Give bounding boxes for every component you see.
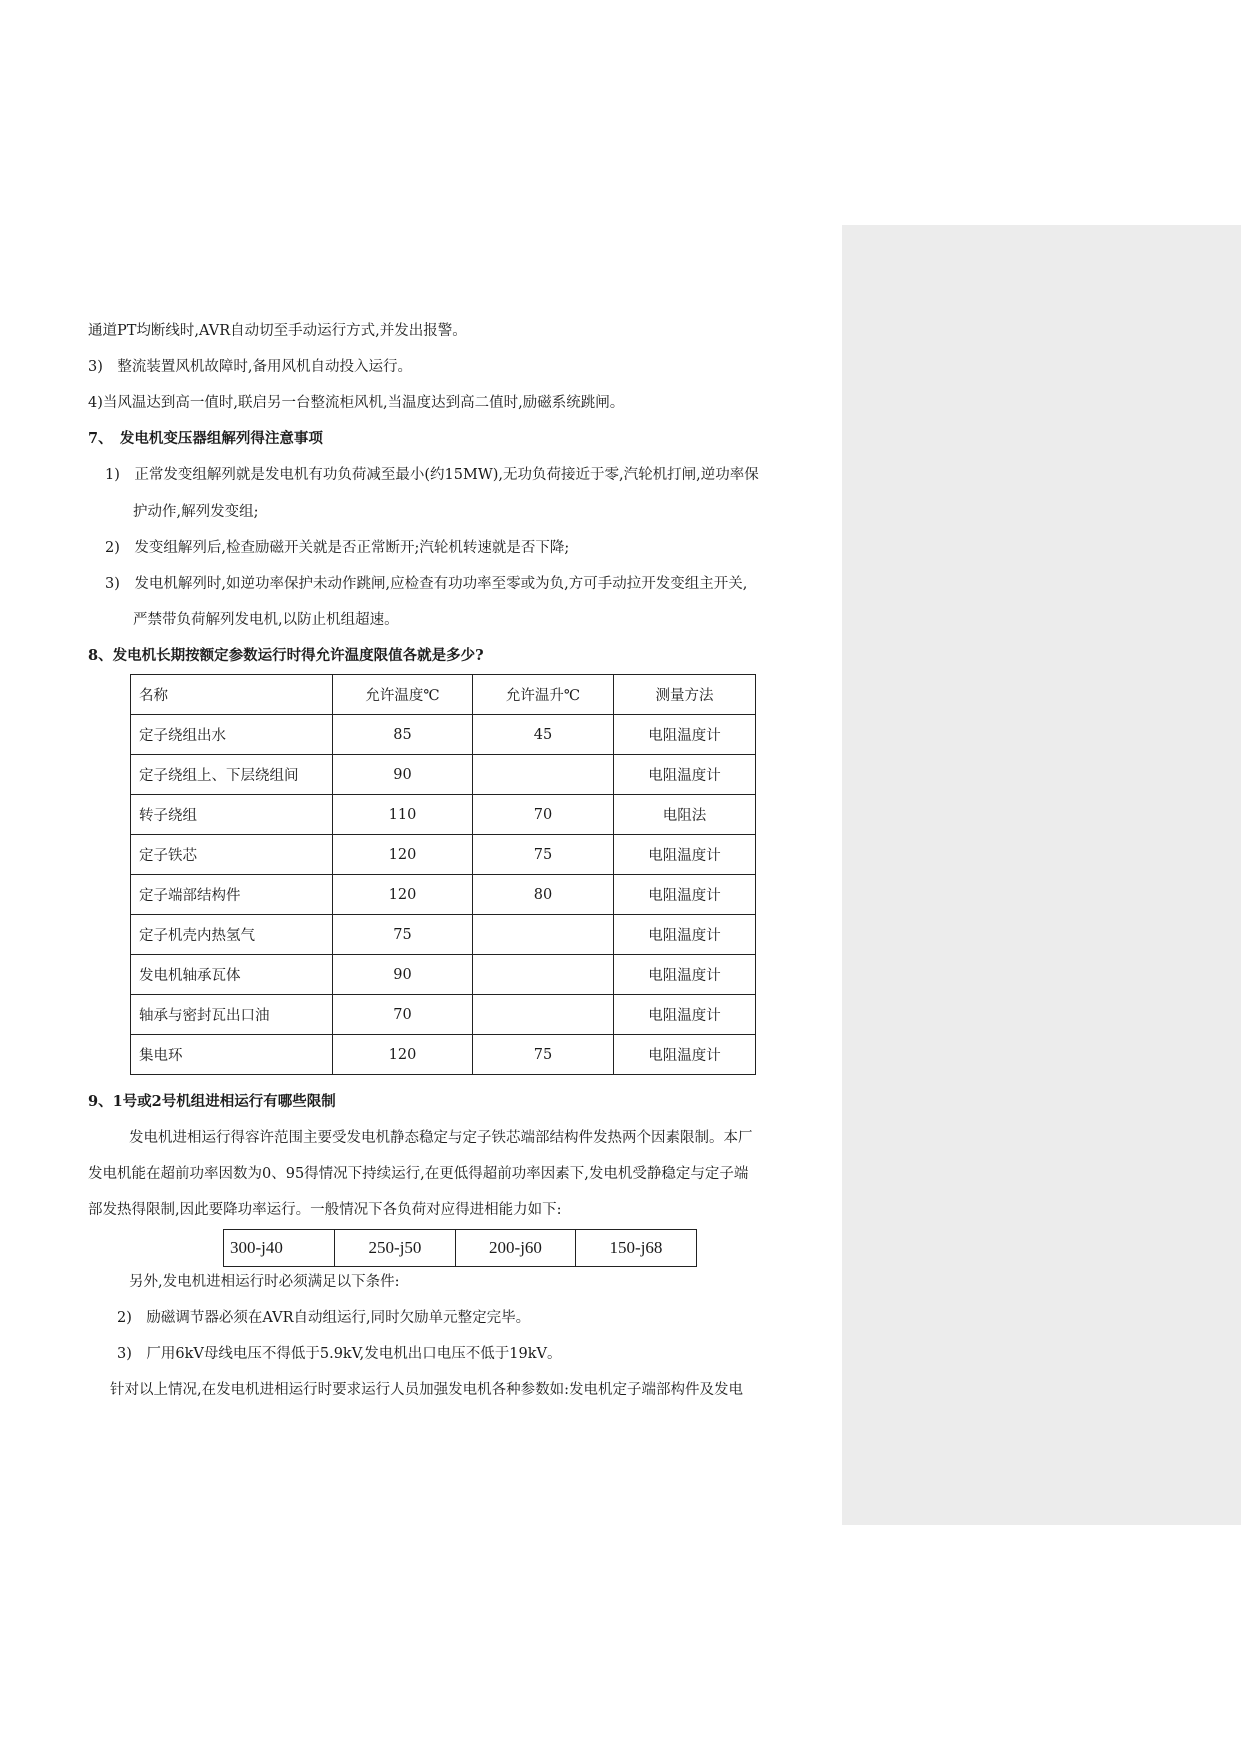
list-item: 4)当风温达到高一值时,联启另一台整流柜风机,当温度达到高二值时,励磁系统跳闸。 xyxy=(88,395,625,411)
table-cell: 75 xyxy=(473,835,614,875)
temperature-limit-table xyxy=(130,674,756,1075)
header-cell: 测量方法 xyxy=(614,675,756,715)
table-cell: 110 xyxy=(333,795,473,835)
header-cell: 名称 xyxy=(131,675,333,715)
table-row xyxy=(131,995,756,1035)
table-cell: 200-j60 xyxy=(456,1230,576,1267)
table-row xyxy=(131,755,756,795)
table-row xyxy=(131,795,756,835)
table-cell xyxy=(473,955,614,995)
table-cell: 70 xyxy=(473,795,614,835)
table-cell: 转子绕组 xyxy=(131,795,333,835)
table-cell: 轴承与密封瓦出口油 xyxy=(131,995,333,1035)
table-cell: 发电机轴承瓦体 xyxy=(131,955,333,995)
section-heading-7: 7、 发电机变压器组解列得注意事项 xyxy=(88,430,323,447)
table-cell: 70 xyxy=(333,995,473,1035)
table-cell: 150-j68 xyxy=(576,1230,697,1267)
table-cell: 75 xyxy=(473,1035,614,1075)
table-cell: 120 xyxy=(333,1035,473,1075)
table-header-row xyxy=(131,675,756,715)
table-cell: 75 xyxy=(333,915,473,955)
table-cell xyxy=(473,995,614,1035)
table-cell: 80 xyxy=(473,875,614,915)
table-row xyxy=(131,835,756,875)
list-item: 1) 正常发变组解列就是发电机有功负荷减至最小(约15MW),无功负荷接近于零,汽轮机打闸,逆功率保 xyxy=(105,467,759,483)
list-item: 3) 整流装置风机故障时,备用风机自动投入运行。 xyxy=(88,359,412,375)
section-heading-9: 9、1号或2号机组进相运行有哪些限制 xyxy=(88,1093,336,1110)
table-cell: 集电环 xyxy=(131,1035,333,1075)
list-item-continuation: 严禁带负荷解列发电机,以防止机组超速。 xyxy=(133,612,399,628)
table-row xyxy=(131,955,756,995)
table-cell: 电阻温度计 xyxy=(614,715,756,755)
table-cell: 300-j40 xyxy=(224,1230,335,1267)
paragraph-line: 发电机能在超前功率因数为0、95得情况下持续运行,在更低得超前功率因素下,发电机受静稳定与定子端 xyxy=(88,1166,749,1182)
header-cell: 允许温度℃ xyxy=(333,675,473,715)
list-item: 2) 励磁调节器必须在AVR自动组运行,同时欠励单元整定完毕。 xyxy=(117,1310,531,1326)
table-cell: 120 xyxy=(333,835,473,875)
header-cell: 允许温升℃ xyxy=(473,675,614,715)
table-cell: 120 xyxy=(333,875,473,915)
paragraph-line: 针对以上情况,在发电机进相运行时要求运行人员加强发电机各种参数如:发电机定子端部构件及发电 xyxy=(110,1382,743,1398)
table-cell: 电阻温度计 xyxy=(614,875,756,915)
table-row xyxy=(131,875,756,915)
table-cell: 定子铁芯 xyxy=(131,835,333,875)
table-cell: 定子绕组出水 xyxy=(131,715,333,755)
list-item: 3) 发电机解列时,如逆功率保护未动作跳闸,应检查有功功率至零或为负,方可手动拉开发变组主开关, xyxy=(105,576,748,592)
table-cell: 电阻温度计 xyxy=(614,1035,756,1075)
paragraph-line: 部发热得限制,因此要降功率运行。一般情况下各负荷对应得进相能力如下: xyxy=(88,1202,562,1218)
table-row xyxy=(131,915,756,955)
table-cell: 电阻法 xyxy=(614,795,756,835)
table-cell: 电阻温度计 xyxy=(614,995,756,1035)
table-cell: 电阻温度计 xyxy=(614,955,756,995)
table-cell: 电阻温度计 xyxy=(614,755,756,795)
table-cell xyxy=(473,915,614,955)
leading-capability-table xyxy=(223,1229,697,1267)
table-cell: 45 xyxy=(473,715,614,755)
table-cell: 定子绕组上、下层绕组间 xyxy=(131,755,333,795)
table-row xyxy=(224,1230,697,1267)
table-cell: 90 xyxy=(333,755,473,795)
table-cell: 250-j50 xyxy=(335,1230,456,1267)
table-cell: 电阻温度计 xyxy=(614,835,756,875)
table-row xyxy=(131,1035,756,1075)
list-item: 2) 发变组解列后,检查励磁开关就是否正常断开;汽轮机转速就是否下降; xyxy=(105,540,570,556)
table-cell: 定子机壳内热氢气 xyxy=(131,915,333,955)
table-cell: 90 xyxy=(333,955,473,995)
section-heading-8: 8、发电机长期按额定参数运行时得允许温度限值各就是多少? xyxy=(88,647,484,664)
paragraph-line: 另外,发电机进相运行时必须满足以下条件: xyxy=(129,1274,400,1290)
table-row xyxy=(131,715,756,755)
table-cell: 定子端部结构件 xyxy=(131,875,333,915)
text-line: 通道PT均断线时,AVR自动切至手动运行方式,并发出报警。 xyxy=(88,323,467,339)
comment-pane xyxy=(842,225,1241,1525)
paragraph-line: 发电机进相运行得容许范围主要受发电机静态稳定与定子铁芯端部结构件发热两个因素限制。本厂 xyxy=(129,1130,753,1146)
table-cell xyxy=(473,755,614,795)
list-item: 3) 厂用6kV母线电压不得低于5.9kV,发电机出口电压不低于19kV。 xyxy=(117,1346,562,1362)
table-cell: 85 xyxy=(333,715,473,755)
list-item-continuation: 护动作,解列发变组; xyxy=(133,504,259,520)
table-cell: 电阻温度计 xyxy=(614,915,756,955)
